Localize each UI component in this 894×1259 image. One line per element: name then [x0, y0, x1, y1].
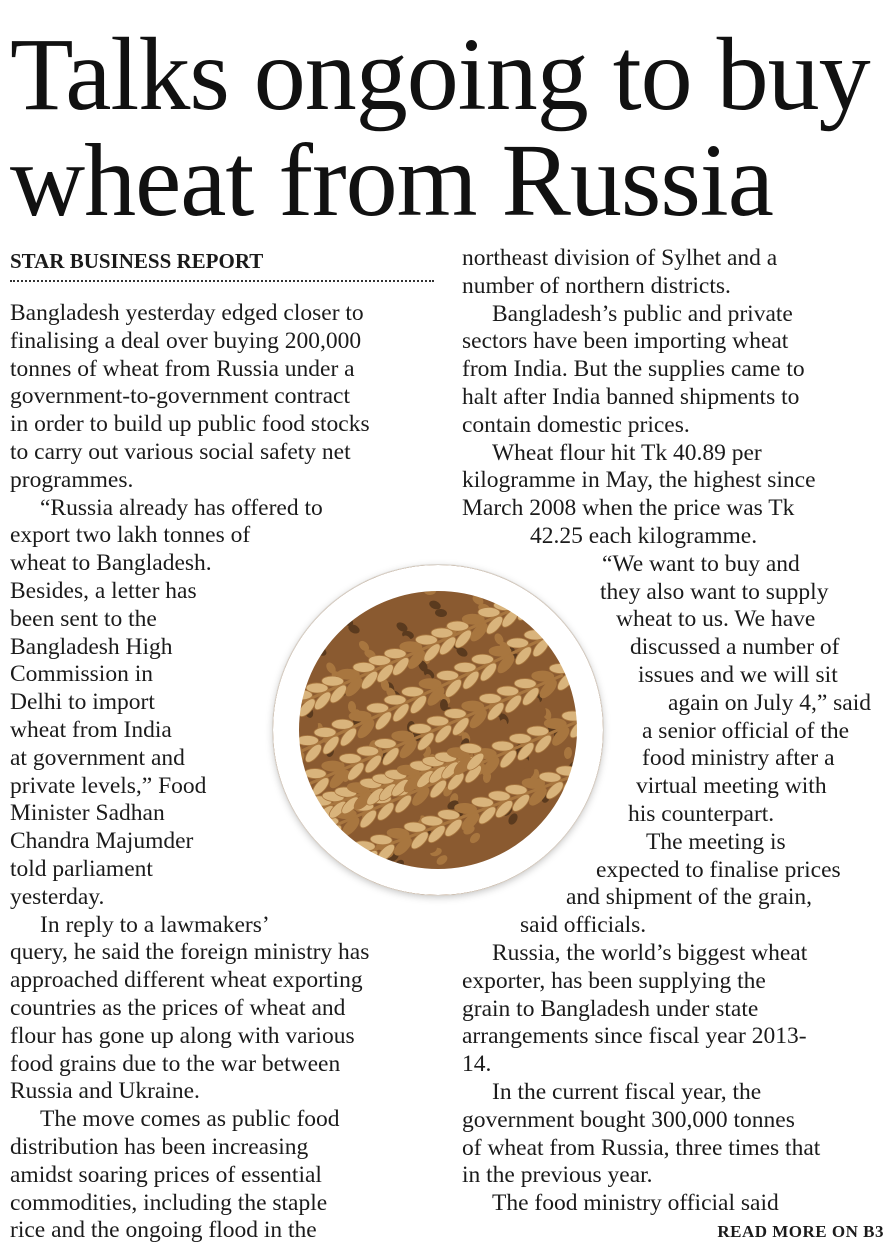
- wheat-kernel: [419, 679, 441, 689]
- article-line: they also want to supply: [600, 578, 829, 605]
- article-line: government bought 300,000 tonnes: [462, 1106, 795, 1133]
- wheat-kernel: [479, 693, 501, 704]
- article-line: at government and: [10, 744, 185, 771]
- article-line: discussed a number of: [630, 634, 840, 661]
- article-line: issues and we will sit: [638, 661, 838, 688]
- article-line: Bangladesh’s public and private: [492, 300, 793, 327]
- wheat-kernel: [454, 662, 476, 672]
- wheat-kernel: [402, 687, 424, 697]
- wheat-kernel: [367, 703, 389, 713]
- article-line: yesterday.: [10, 883, 105, 910]
- wheat-kernel: [497, 686, 519, 697]
- article-line: amidst soaring prices of essential: [10, 1161, 322, 1188]
- wheat-kernel: [527, 726, 549, 737]
- wheat-kernel: [409, 723, 431, 734]
- article-line: wheat to us. We have: [616, 606, 816, 633]
- article-line: query, he said the foreign ministry has: [10, 939, 370, 966]
- article-line: distribution has been increasing: [10, 1133, 309, 1160]
- article-line: countries as the prices of wheat and: [10, 994, 346, 1021]
- article-line: sectors have been importing wheat: [462, 328, 789, 355]
- article-line: Bangladesh yesterday edged closer to: [10, 300, 364, 326]
- article-line: Wheat flour hit Tk 40.89 per: [492, 439, 762, 466]
- article-line: and shipment of the grain,: [566, 884, 813, 911]
- article-line: Russia, the world’s biggest wheat: [492, 939, 808, 966]
- article-line: “Russia already has offered to: [40, 494, 323, 521]
- article-line: his counterpart.: [628, 800, 775, 827]
- article-line: flour has gone up along with various: [10, 1022, 355, 1049]
- article-line: 14.: [462, 1051, 492, 1078]
- article-line: approached different wheat exporting: [10, 967, 363, 994]
- article-line: wheat from India: [10, 716, 172, 743]
- wheat-kernel: [514, 678, 536, 689]
- article-line: The food ministry official said: [492, 1190, 779, 1217]
- article-line: arrangements since fiscal year 2013-: [462, 1023, 807, 1050]
- wheat-kernel: [384, 695, 406, 705]
- wheat-kernel: [339, 753, 361, 764]
- wheat-kernel: [444, 708, 466, 719]
- article-line: wheat to Bangladesh.: [10, 550, 212, 577]
- article-line: told parliament: [10, 855, 153, 882]
- article-line: grain to Bangladesh under state: [462, 995, 759, 1022]
- article-line: In the current fiscal year, the: [492, 1078, 762, 1105]
- wheat-photo: [273, 565, 603, 895]
- wheat-kernel: [304, 768, 326, 779]
- article-line: food ministry after a: [642, 745, 835, 772]
- wheat-kernel: [509, 733, 531, 744]
- article-line: number of northern districts.: [462, 272, 731, 299]
- wheat-kernel: [392, 731, 414, 742]
- article-line: 42.25 each kilogramme.: [530, 522, 758, 549]
- wheat-kernel: [532, 671, 554, 682]
- article-line: kilogramme in May, the highest since: [462, 467, 816, 494]
- article-line: in order to build up public food stocks: [10, 411, 370, 438]
- article-line: again on July 4,” said: [668, 689, 871, 716]
- article-line: Besides, a letter has: [10, 577, 197, 604]
- wheat-kernel: [462, 701, 484, 712]
- article-line: Delhi to import: [10, 689, 155, 716]
- article-line: from India. But the supplies came to: [462, 356, 805, 383]
- article-line: virtual meeting with: [636, 773, 827, 800]
- read-more-link[interactable]: READ MORE ON B3: [717, 1222, 884, 1241]
- article-line: Russia and Ukraine.: [10, 1078, 200, 1105]
- headline-line-2: wheat from Russia: [10, 123, 773, 238]
- wheat-kernel: [314, 727, 336, 737]
- article-line: contain domestic prices.: [462, 411, 690, 438]
- article-line: tonnes of wheat from Russia under a: [10, 355, 355, 382]
- article-line: exporter, has been supplying the: [462, 967, 766, 994]
- article-line: in the previous year.: [462, 1162, 653, 1189]
- headline-line-1: Talks ongoing to buy: [10, 17, 870, 132]
- article-line: Bangladesh High: [10, 633, 173, 660]
- article-line: Minister Sadhan: [10, 800, 165, 827]
- article-line: been sent to the: [10, 605, 157, 632]
- wheat-kernel: [489, 646, 511, 656]
- wheat-kernel: [472, 654, 494, 664]
- article-line: commodities, including the staple: [10, 1189, 328, 1216]
- article-line: “We want to buy and: [602, 550, 800, 577]
- article-line: rice and the ongoing flood in the: [10, 1217, 317, 1244]
- wheat-kernel: [544, 718, 566, 729]
- article-line: programmes.: [10, 466, 134, 493]
- article-line: March 2008 when the price was Tk: [462, 495, 795, 522]
- article-line: finalising a deal over buying 200,000: [10, 327, 362, 354]
- wheat-kernel: [349, 711, 371, 721]
- wheat-kernel: [322, 761, 344, 772]
- article-line: halt after India banned shipments to: [462, 383, 800, 410]
- wheat-kernel: [492, 741, 514, 752]
- wheat-image: [273, 565, 603, 895]
- article-line: expected to finalise prices: [596, 856, 841, 883]
- article-line: to carry out various social safety net: [10, 438, 351, 465]
- wheat-kernel: [297, 736, 319, 746]
- wheat-kernel: [374, 738, 396, 749]
- wheat-kernel: [507, 638, 529, 648]
- wheat-kernel: [437, 671, 459, 681]
- headline: [10, 17, 890, 238]
- article-line: northeast division of Sylhet and a: [462, 245, 778, 271]
- wheat-kernel: [427, 716, 449, 727]
- wheat-kernel: [357, 746, 379, 757]
- article-line: of wheat from Russia, three times that: [462, 1134, 821, 1161]
- wheat-kernel: [332, 719, 354, 729]
- article-line: Chandra Majumder: [10, 828, 194, 855]
- article-line: a senior official of the: [642, 717, 850, 744]
- article-line: The meeting is: [646, 828, 786, 855]
- article-line: government-to-government contract: [10, 383, 350, 410]
- article-line: food grains due to the war between: [10, 1050, 341, 1077]
- article-line: said officials.: [520, 912, 647, 939]
- article-line: export two lakh tonnes of: [10, 522, 251, 549]
- article-line: In reply to a lawmakers’: [40, 911, 270, 938]
- article-line: The move comes as public food: [40, 1106, 340, 1133]
- byline: STAR BUSINESS REPORT: [10, 248, 434, 282]
- article-line: private levels,” Food: [10, 772, 207, 799]
- article-line: Commission in: [10, 661, 153, 688]
